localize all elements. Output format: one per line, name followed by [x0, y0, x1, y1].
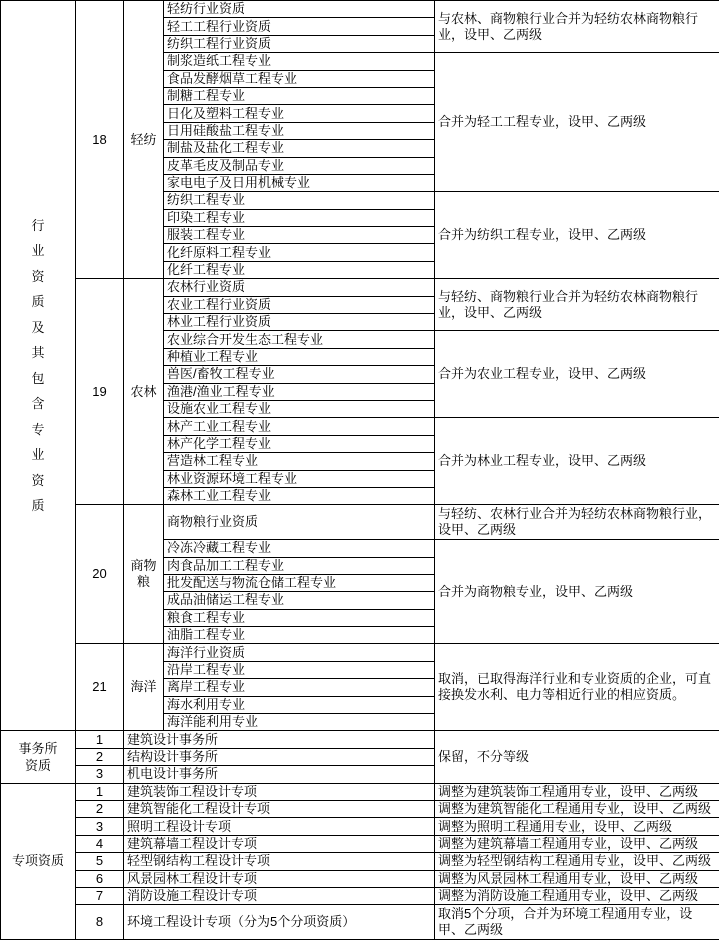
remark-cell: 取消5个分项，合并为环境工程通用专业，设甲、乙两级	[435, 905, 719, 940]
industry-section-label-text: 行业资质及其包含专业资质	[31, 217, 45, 514]
row-number: 7	[76, 887, 124, 904]
qualification-item: 渔港/渔业工程专业	[164, 383, 435, 400]
remark-cell: 调整为消防设施工程通用专业，设甲、乙两级	[435, 887, 719, 904]
table-row	[1, 783, 719, 800]
remark-cell: 调整为建筑幕墙工程通用专业，设甲、乙两级	[435, 835, 719, 852]
row-number: 2	[76, 748, 124, 765]
qualification-item: 农业综合开发生态工程专业	[164, 331, 435, 348]
section-category: 海洋	[124, 644, 164, 731]
qualification-item: 化纤工程专业	[164, 261, 435, 278]
table-row	[1, 835, 719, 852]
qualification-item: 制浆造纸工程专业	[164, 53, 435, 70]
remark-cell: 合并为轻工工程专业，设甲、乙两级	[435, 53, 719, 192]
table-row	[1, 279, 719, 296]
office-section-label-text: 事务所资质	[18, 741, 58, 773]
qualification-item: 设施农业工程专业	[164, 400, 435, 417]
remark-cell: 与轻纺、商物粮行业合并为轻纺农林商物粮行业，设甲、乙两级	[435, 279, 719, 331]
row-number: 4	[76, 835, 124, 852]
section-category: 轻纺	[124, 1, 164, 279]
qualification-item: 轻工工程行业资质	[164, 18, 435, 35]
remark-cell: 调整为建筑智能化工程通用专业，设甲、乙两级	[435, 800, 719, 817]
qualification-item: 皮革毛皮及制品专业	[164, 157, 435, 174]
table-row	[1, 644, 719, 661]
qualification-item: 林产化学工程专业	[164, 435, 435, 452]
remark-cell: 取消，已取得海洋行业和专业资质的企业，可直接换发水利、电力等相近行业的相应资质。	[435, 644, 719, 731]
office-section-label	[1, 731, 76, 783]
table-row	[1, 887, 719, 904]
qualification-item: 印染工程专业	[164, 209, 435, 226]
table-row	[1, 905, 719, 940]
qualification-item: 服装工程专业	[164, 227, 435, 244]
qualification-item: 离岸工程专业	[164, 679, 435, 696]
qualification-item: 农业工程行业资质	[164, 296, 435, 313]
table-row	[1, 1, 719, 18]
table-row	[1, 853, 719, 870]
section-category: 商物粮	[124, 505, 164, 644]
qualification-item: 家电电子及日用机械专业	[164, 174, 435, 191]
qualification-item: 结构设计事务所	[124, 748, 435, 765]
section-number: 21	[76, 644, 124, 731]
qualification-item: 建筑智能化工程设计专项	[124, 800, 435, 817]
table-row	[1, 505, 719, 540]
qualification-item: 制盐及盐化工程专业	[164, 140, 435, 157]
qualification-item: 批发配送与物流仓储工程专业	[164, 574, 435, 591]
industry-section-label	[1, 1, 76, 731]
remark-cell: 合并为商物粮专业，设甲、乙两级	[435, 540, 719, 644]
remark-cell: 调整为建筑装饰工程通用专业，设甲、乙两级	[435, 783, 719, 800]
table-body	[1, 1, 719, 940]
qualification-item: 建筑设计事务所	[124, 731, 435, 748]
qualification-item: 油脂工程专业	[164, 627, 435, 644]
qualification-item: 林产工业工程专业	[164, 418, 435, 435]
remark-cell: 调整为照明工程通用专业，设甲、乙两级	[435, 818, 719, 835]
table-row	[1, 818, 719, 835]
qualification-item: 肉食品加工工程专业	[164, 557, 435, 574]
row-number: 3	[76, 818, 124, 835]
qualification-item: 冷冻冷藏工程专业	[164, 540, 435, 557]
table-row	[1, 731, 719, 748]
qualification-item: 海洋能利用专业	[164, 714, 435, 731]
row-number: 1	[76, 731, 124, 748]
qualification-item: 纺织工程专业	[164, 192, 435, 209]
qualification-item: 纺织工程行业资质	[164, 35, 435, 52]
row-number: 1	[76, 783, 124, 800]
section-number: 19	[76, 279, 124, 505]
qualification-item: 制糖工程专业	[164, 87, 435, 104]
qualification-item: 消防设施工程设计专项	[124, 887, 435, 904]
qualification-item: 林业工程行业资质	[164, 314, 435, 331]
qualification-item: 轻纺行业资质	[164, 1, 435, 18]
section-category: 农林	[124, 279, 164, 505]
qualification-item: 轻型钢结构工程设计专项	[124, 853, 435, 870]
qualification-item: 海洋行业资质	[164, 644, 435, 661]
qualification-item: 种植业工程专业	[164, 348, 435, 365]
remark-cell: 调整为轻型钢结构工程通用专业，设甲、乙两级	[435, 853, 719, 870]
qualification-item: 成品油储运工程专业	[164, 592, 435, 609]
remark-cell: 合并为纺织工程专业，设甲、乙两级	[435, 192, 719, 279]
row-number: 8	[76, 905, 124, 940]
qualification-item: 沿岸工程专业	[164, 661, 435, 678]
qualification-item: 粮食工程专业	[164, 609, 435, 626]
qualification-item: 林业资源环境工程专业	[164, 470, 435, 487]
row-number: 3	[76, 766, 124, 783]
qualification-item: 照明工程设计专项	[124, 818, 435, 835]
remark-cell: 与农林、商物粮行业合并为轻纺农林商物粮行业，设甲、乙两级	[435, 1, 719, 53]
remark-cell: 保留，不分等级	[435, 731, 719, 783]
qualification-item: 建筑装饰工程设计专项	[124, 783, 435, 800]
row-number: 5	[76, 853, 124, 870]
qualification-item: 营造林工程专业	[164, 453, 435, 470]
qualification-item: 风景园林工程设计专项	[124, 870, 435, 887]
row-number: 2	[76, 800, 124, 817]
qualification-item: 化纤原料工程专业	[164, 244, 435, 261]
qualification-item: 建筑幕墙工程设计专项	[124, 835, 435, 852]
table-row	[1, 800, 719, 817]
special-section-label: 专项资质	[1, 783, 76, 940]
qualification-item: 兽医/畜牧工程专业	[164, 366, 435, 383]
qualification-item: 森林工业工程专业	[164, 487, 435, 504]
qualification-item: 日用硅酸盐工程专业	[164, 122, 435, 139]
qualification-item: 商物粮行业资质	[164, 505, 435, 540]
qualification-item: 海水利用专业	[164, 696, 435, 713]
section-number: 18	[76, 1, 124, 279]
remark-cell: 与轻纺、农林行业合并为轻纺农林商物粮行业，设甲、乙两级	[435, 505, 719, 540]
row-number: 6	[76, 870, 124, 887]
qualification-item: 日化及塑料工程专业	[164, 105, 435, 122]
qualification-item: 环境工程设计专项（分为5个分项资质）	[124, 905, 435, 940]
remark-cell: 合并为林业工程专业，设甲、乙两级	[435, 418, 719, 505]
qualification-item: 农林行业资质	[164, 279, 435, 296]
remark-cell: 调整为风景园林工程通用专业，设甲、乙两级	[435, 870, 719, 887]
section-number: 20	[76, 505, 124, 644]
qualification-item: 食品发酵烟草工程专业	[164, 70, 435, 87]
remark-cell: 合并为农业工程专业，设甲、乙两级	[435, 331, 719, 418]
table-row	[1, 870, 719, 887]
qualification-item: 机电设计事务所	[124, 766, 435, 783]
